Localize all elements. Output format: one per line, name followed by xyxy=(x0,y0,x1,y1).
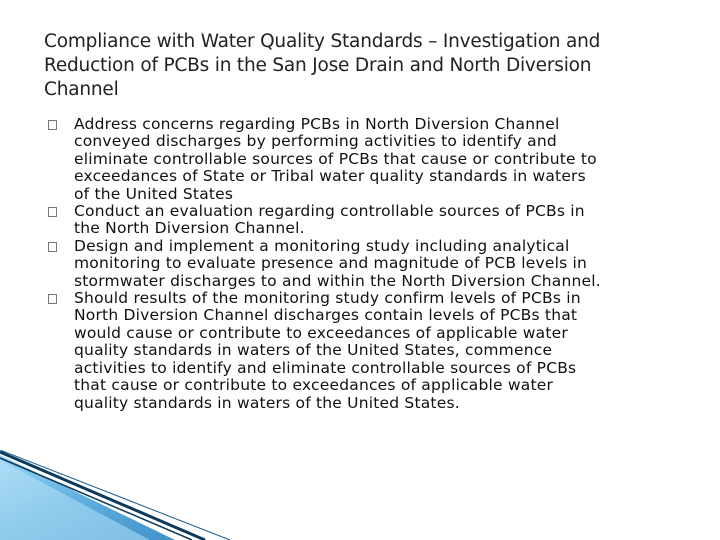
square-bullet-icon xyxy=(48,294,57,304)
bullet-line: activities to identify and eliminate controllable sources of PCBs xyxy=(74,358,577,377)
slide-title-line: Compliance with Water Quality Standards – Investigation and xyxy=(44,31,601,52)
slide-title-line: Reduction of PCBs in the San Jose Drain and North Diversion xyxy=(44,55,592,76)
square-bullet-icon xyxy=(48,207,57,217)
bullet-line: quality standards in waters of the United States, commence xyxy=(74,341,553,360)
slide-title-line: Channel xyxy=(44,79,119,100)
bullet-line: eliminate controllable sources of PCBs that cause or contribute to xyxy=(74,149,597,168)
bullet-line: conveyed discharges by performing activities to identify and xyxy=(74,132,557,151)
bullet-line: quality standards in waters of the United States. xyxy=(74,393,460,412)
bullet-item xyxy=(44,238,704,290)
bullet-line: Conduct an evaluation regarding controllable sources of PCBs in xyxy=(74,202,585,221)
decorative-wave-graphic xyxy=(0,450,720,540)
bullet-line: Design and implement a monitoring study including analytical xyxy=(74,236,570,255)
square-bullet-icon xyxy=(48,120,57,130)
bullet-line: would cause or contribute to exceedances of applicable water xyxy=(74,323,568,342)
square-bullet-icon xyxy=(48,242,57,252)
bullet-line: North Diversion Channel discharges contain levels of PCBs that xyxy=(74,306,578,325)
slide-title xyxy=(44,30,664,102)
bullet-item xyxy=(44,290,704,412)
bullet-line: the North Diversion Channel. xyxy=(74,219,305,238)
bullet-list xyxy=(44,116,704,412)
bullet-line: exceedances of State or Tribal water quality standards in waters xyxy=(74,167,586,186)
bullet-line: stormwater discharges to and within the North Diversion Channel. xyxy=(74,271,601,290)
bullet-item xyxy=(44,116,704,203)
bullet-line: of the United States xyxy=(74,184,234,203)
bullet-line: monitoring to evaluate presence and magnitude of PCB levels in xyxy=(74,254,588,273)
bullet-line: Address concerns regarding PCBs in North Diversion Channel xyxy=(74,115,560,133)
bullet-line: that cause or contribute to exceedances of applicable water xyxy=(74,376,554,395)
bullet-line: Should results of the monitoring study confirm levels of PCBs in xyxy=(74,289,581,308)
bullet-item xyxy=(44,203,704,238)
